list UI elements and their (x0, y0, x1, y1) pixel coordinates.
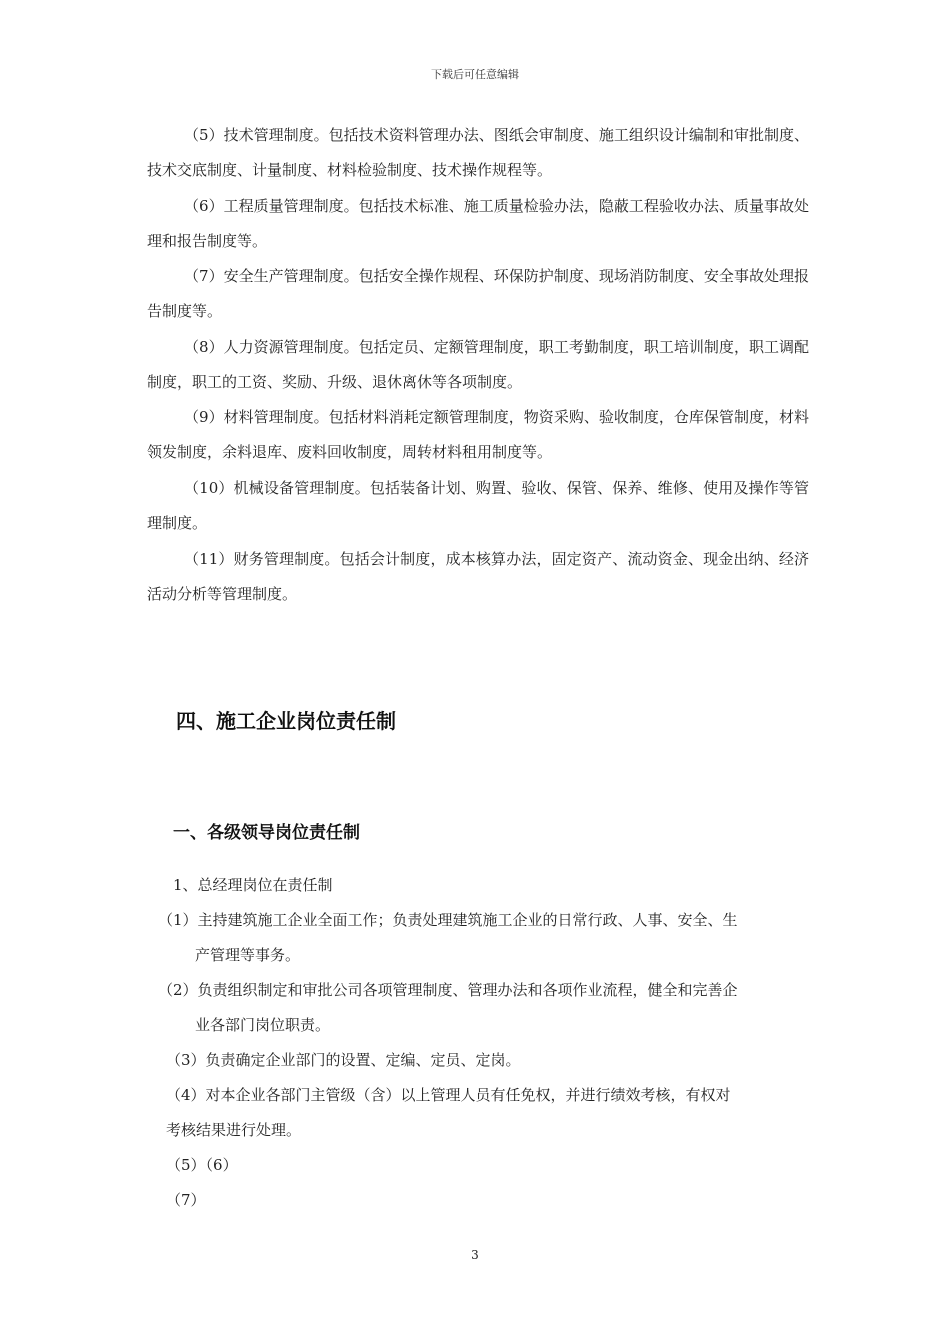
duty-line: （5）（6） (166, 1156, 238, 1174)
paragraph-equipment-management: （10）机械设备管理制度。包括装备计划、购置、验收、保管、保养、维修、使用及操作等管理制度。 (147, 479, 809, 532)
page-number: 3 (471, 1248, 479, 1262)
paragraph-safety-management: （7）安全生产管理制度。包括安全操作规程、环保防护制度、现场消防制度、安全事故处理报告制度等。 (147, 267, 809, 320)
duty-line: （1）主持建筑施工企业全面工作；负责处理建筑施工企业的日常行政、人事、安全、生 (158, 911, 738, 929)
paragraph-material-management: （9）材料管理制度。包括材料消耗定额管理制度，物资采购、验收制度，仓库保管制度，材料领发制度，余料退库、废料回收制度，周转材料租用制度等。 (147, 408, 809, 461)
duty-line: （3）负责确定企业部门的设置、定编、定员、定岗。 (166, 1051, 521, 1069)
paragraph-hr-management: （8）人力资源管理制度。包括定员、定额管理制度，职工考勤制度，职工培训制度，职工调配制度，职工的工资、奖励、升级、退休离休等各项制度。 (147, 338, 809, 391)
subsection-title: 一、各级领导岗位责任制 (173, 823, 360, 843)
paragraph-finance-management: （11）财务管理制度。包括会计制度，成本核算办法，固定资产、流动资金、现金出纳、经济活动分析等管理制度。 (147, 550, 809, 603)
duty-line: （7） (166, 1191, 206, 1209)
item-title: 1、总经理岗位在责任制 (173, 876, 333, 894)
duty-line: 考核结果进行处理。 (166, 1121, 302, 1139)
duty-line: （2）负责组织制定和审批公司各项管理制度、管理办法和各项作业流程，健全和完善企 (158, 981, 738, 999)
duty-line: 业各部门岗位职责。 (195, 1016, 331, 1034)
section-title: 四、施工企业岗位责任制 (176, 709, 396, 733)
page-header: 下载后可任意编辑 (431, 68, 519, 81)
paragraph-technical-management: （5）技术管理制度。包括技术资料管理办法、图纸会审制度、施工组织设计编制和审批制度、技术交底制度、计量制度、材料检验制度、技术操作规程等。 (147, 126, 809, 179)
duty-line: 产管理等事务。 (195, 946, 301, 964)
duty-line: （4）对本企业各部门主管级（含）以上管理人员有任免权，并进行绩效考核，有权对 (166, 1086, 731, 1104)
paragraph-quality-management: （6）工程质量管理制度。包括技术标准、施工质量检验办法，隐蔽工程验收办法、质量事故处理和报告制度等。 (147, 197, 809, 250)
